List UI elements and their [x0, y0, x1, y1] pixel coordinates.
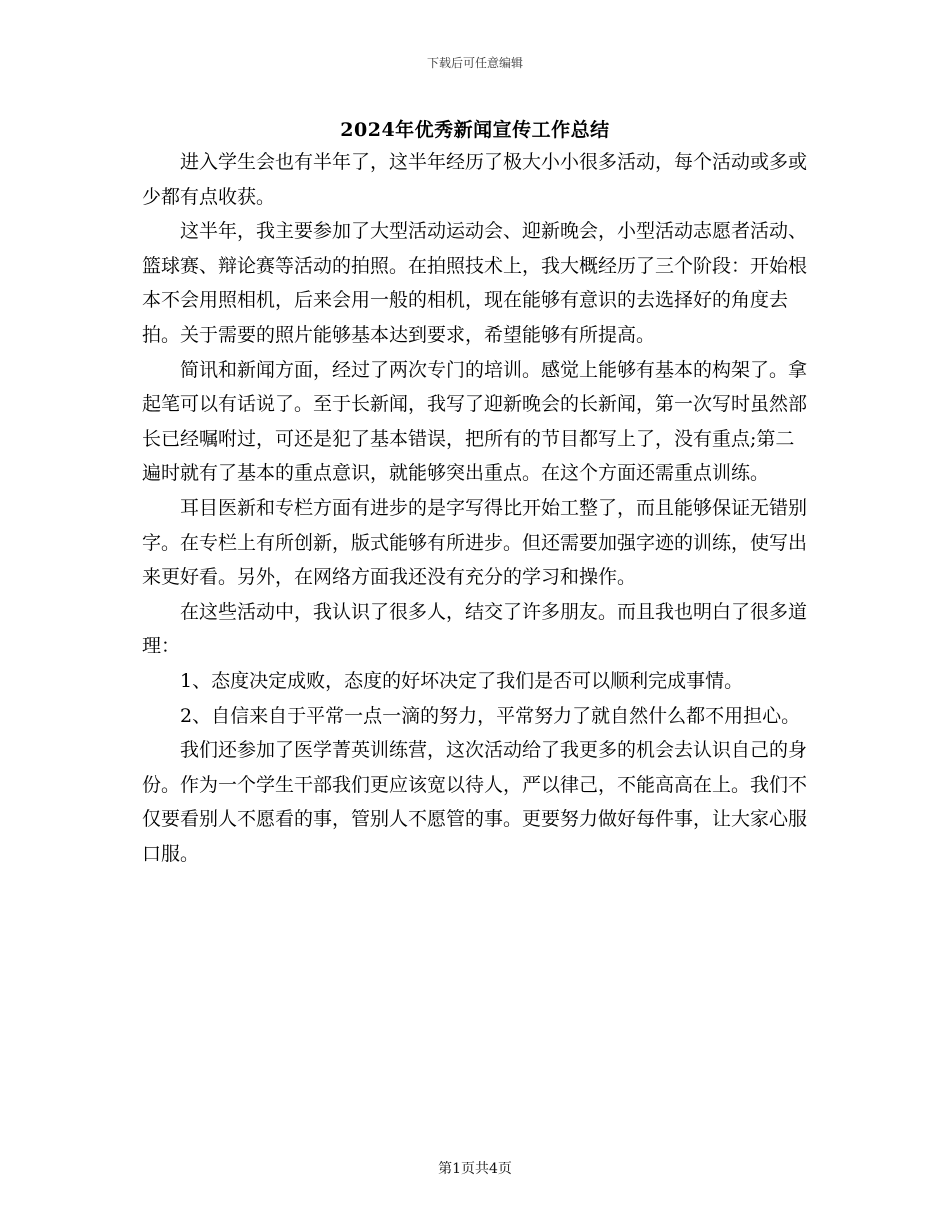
paragraph: 这半年，我主要参加了大型活动运动会、迎新晚会，小型活动志愿者活动、篮球赛、辩论赛等活动的拍照。在拍照技术上，我大概经历了三个阶段：开始根本不会用照相机，后来会用一般的相机，现在能够有意识的去选择好的角度去拍。关于需要的照片能够基本达到要求，希望能够有所提高。	[142, 220, 808, 346]
document-body	[142, 145, 812, 871]
paragraph: 进入学生会也有半年了，这半年经历了极大小小很多活动，每个活动或多或少都有点收获。	[142, 151, 808, 208]
header-note: 下载后可任意编辑	[426, 56, 523, 70]
paragraph: 在这些活动中，我认识了很多人，结交了许多朋友。而且我也明白了很多道理：	[142, 600, 808, 658]
paragraph: 简讯和新闻方面，经过了两次专门的培训。感觉上能够有基本的构架了。拿起笔可以有话说了。至于长新闻，我写了迎新晚会的长新闻，第一次写时虽然部长已经嘱咐过，可还是犯了基本错误，把所有的节目都写上了，没有重点;第二遍时就有了基本的重点意识，就能够突出重点。在这个方面还需重点训练。	[142, 358, 808, 485]
list-item: 2、自信来自于平常一点一滴的努力，平常努力了就自然什么都不用担心。	[180, 704, 801, 727]
paragraph: 我们还参加了医学菁英训练营，这次活动给了我更多的机会去认识自己的身份。作为一个学生干部我们更应该宽以待人，严以律己，不能高高在上。我们不仅要看别人不愿看的事，管别人不愿管的事。更要努力做好每件事，让大家心服口服。	[142, 739, 808, 865]
document-title: 2024年优秀新闻宣传工作总结	[340, 119, 610, 141]
list-item: 1、态度决定成败，态度的好坏决定了我们是否可以顺利完成事情。	[180, 669, 744, 692]
page-number: 第1页共4页	[438, 1161, 512, 1177]
paragraph: 耳目医新和专栏方面有进步的是字写得比开始工整了，而且能够保证无错别字。在专栏上有所创新，版式能够有所进步。但还需要加强字迹的训练，使写出来更好看。另外，在网络方面我还没有充分的学习和操作。	[142, 496, 808, 589]
